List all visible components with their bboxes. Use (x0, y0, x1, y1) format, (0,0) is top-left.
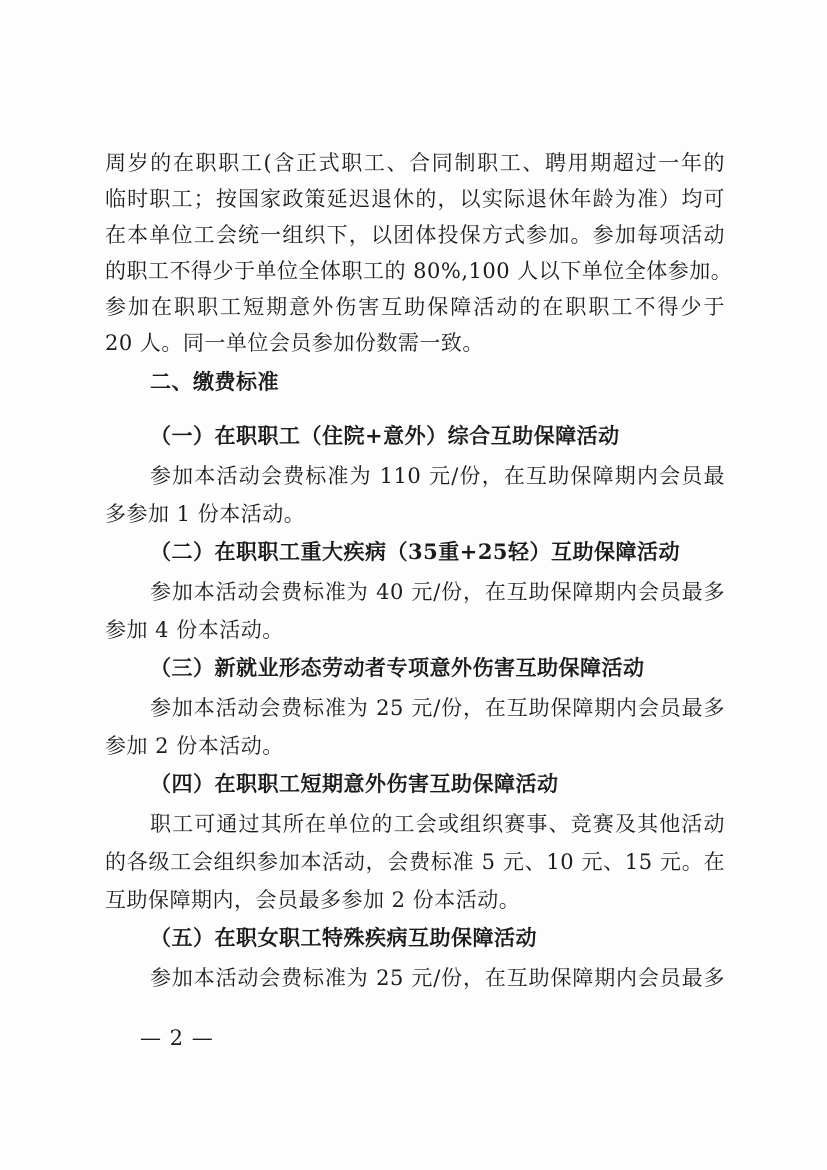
page-number: — 2 — (140, 1026, 214, 1050)
item-2-heading: （二）在职职工重大疾病（35重+25轻）互助保障活动 (150, 539, 681, 564)
section-heading: 二、缴费标准 (150, 370, 279, 394)
item-2-line-1: 参加本活动会费标准为 40 元/份，在互助保障期内会员最多 (150, 580, 725, 604)
item-5-heading: （五）在职女职工特殊疾病互助保障活动 (150, 925, 537, 950)
item-3-heading: （三）新就业形态劳动者专项意外伤害互助保障活动 (150, 655, 645, 680)
intro-line-1: 周岁的在职职工(含正式职工、合同制职工、聘用期超过一年的 (105, 151, 725, 175)
item-4-heading: （四）在职职工短期意外伤害互助保障活动 (150, 771, 559, 796)
intro-line-4: 的职工不得少于单位全体职工的 80%,100 人以下单位全体参加。 (105, 259, 733, 283)
intro-line-6: 20 人。同一单位会员参加份数需一致。 (105, 331, 484, 355)
intro-line-5: 参加在职职工短期意外伤害互助保障活动的在职职工不得少于 (105, 295, 725, 319)
item-5-line-1: 参加本活动会费标准为 25 元/份，在互助保障期内会员最多 (150, 966, 725, 990)
intro-line-2: 临时职工；按国家政策延迟退休的，以实际退休年龄为准）均可 (105, 187, 725, 211)
item-4-line-3: 互助保障期内，会员最多参加 2 份本活动。 (105, 888, 521, 912)
item-4-line-2: 的各级工会组织参加本活动，会费标准 5 元、10 元、15 元。在 (105, 850, 725, 874)
intro-line-3: 在本单位工会统一组织下，以团体投保方式参加。参加每项活动 (105, 223, 725, 247)
item-4-line-1: 职工可通过其所在单位的工会或组织赛事、竞赛及其他活动 (150, 812, 725, 836)
item-1-line-1: 参加本活动会费标准为 110 元/份，在互助保障期内会员最 (150, 464, 725, 488)
item-3-line-1: 参加本活动会费标准为 25 元/份，在互助保障期内会员最多 (150, 696, 725, 720)
item-3-line-2: 参加 2 份本活动。 (105, 734, 284, 758)
item-1-line-2: 多参加 1 份本活动。 (105, 502, 306, 526)
item-1-heading: （一）在职职工（住院+意外）综合互助保障活动 (150, 423, 620, 448)
item-2-line-2: 参加 4 份本活动。 (105, 618, 284, 642)
